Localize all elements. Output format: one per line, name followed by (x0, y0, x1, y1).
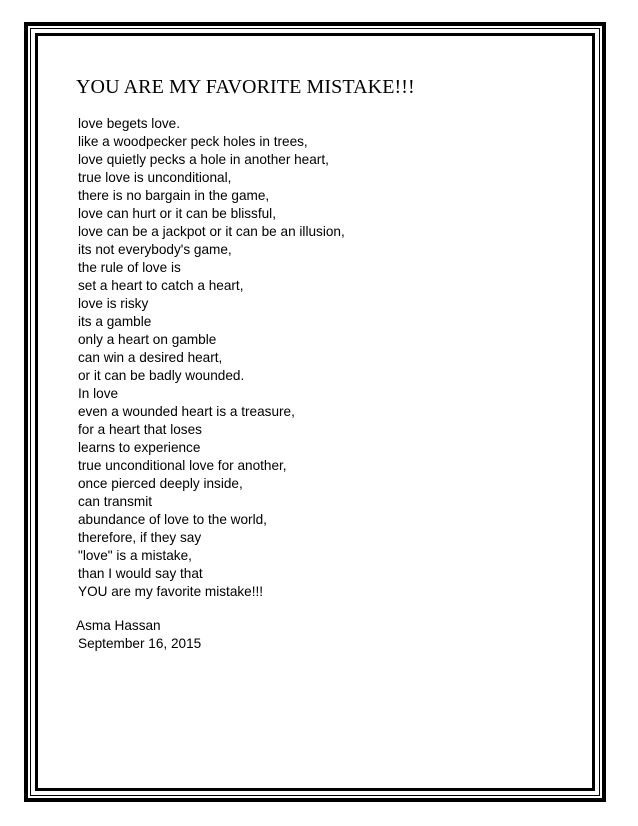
poem-line: therefore, if they say (78, 530, 202, 545)
poem-line: than I would say that (78, 566, 203, 581)
poem-line: In love (78, 386, 119, 401)
poem-line: true love is unconditional, (78, 170, 232, 185)
poem-line: the rule of love is (78, 260, 181, 275)
poem-line: can win a desired heart, (78, 350, 223, 365)
poem-body (78, 115, 345, 601)
poem-line: there is no bargain in the game, (78, 188, 270, 203)
poem-line: its not everybody's game, (78, 242, 232, 257)
poem-line: can transmit (78, 494, 153, 509)
poem-line: its a gamble (78, 314, 152, 329)
poem-line: love can be a jackpot or it can be an illusion, (78, 224, 345, 239)
poem-line: true unconditional love for another, (78, 458, 287, 473)
poem-line: like a woodpecker peck holes in trees, (78, 134, 308, 149)
poem-line: love begets love. (78, 116, 181, 131)
poem-line: love is risky (78, 296, 149, 311)
poem-line: set a heart to catch a heart, (78, 278, 244, 293)
poem-line: YOU are my favorite mistake!!! (78, 584, 264, 599)
author-name: Asma Hassan (76, 618, 161, 633)
poem-line: or it can be badly wounded. (78, 368, 245, 383)
poem-line: love quietly pecks a hole in another heart, (78, 152, 329, 167)
poem-line: only a heart on gamble (78, 332, 217, 347)
poem-line: love can hurt or it can be blissful, (78, 206, 276, 221)
poem-line: "love" is a mistake, (78, 548, 192, 563)
poem-title: YOU ARE MY FAVORITE MISTAKE!!! (76, 76, 415, 98)
poem-line: for a heart that loses (78, 422, 202, 437)
signature-block (76, 617, 201, 653)
poem-date: September 16, 2015 (78, 636, 202, 651)
poem-line: abundance of love to the world, (78, 512, 267, 527)
poem-line: even a wounded heart is a treasure, (78, 404, 295, 419)
poem-line: once pierced deeply inside, (78, 476, 243, 491)
poem-line: learns to experience (78, 440, 201, 455)
